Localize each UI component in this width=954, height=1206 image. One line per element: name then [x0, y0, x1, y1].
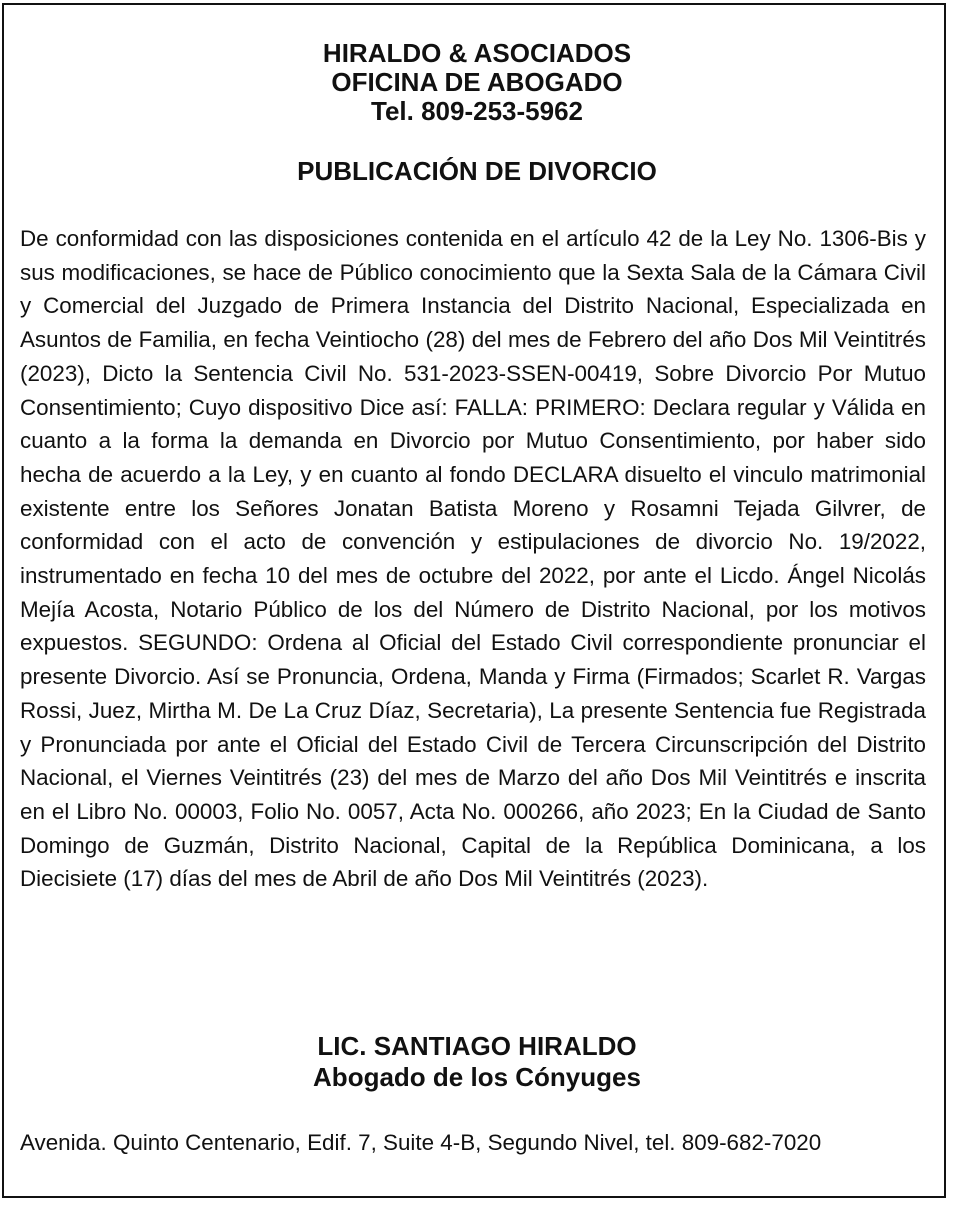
notice-body: De conformidad con las disposiciones contenida en el artículo 42 de la Ley No. 1306-Bis y sus modificaciones, se hace de Público conocimiento que la Sexta Sala de la Cámara Civil y Comercial del Juzgado de Primera Instancia del Distrito Nacional, Especializada en Asuntos de Familia, en fecha Veintiocho (28) del mes de Febrero del año Dos Mil Veintitrés (2023), Dicto la Sentencia Civil No. 531-2023-SSEN-00419, Sobre Divorcio Por Mutuo Consentimiento; Cuyo dispositivo Dice así: FALLA: PRIMERO: Declara regular y Válida en cuanto a la forma la demanda en Divorcio por Mutuo Consentimiento, por haber sido hecha de acuerdo a la Ley, y en cuanto al fondo DECLARA disuelto el vinculo matrimonial existente entre los Señores Jonatan Batista Moreno y Rosamni Tejada Gilvrer, de conformidad con el acto de convención y estipulaciones de divorcio No. 19/2022, instrumentado en fecha 10 del mes de octubre del 2022, por ante el Licdo. Ángel Nicolás Mejía Acosta, Notario Público de los del Número de Distrito Nacional, por los motivos expuestos. SEGUNDO: Ordena al Oficial del Estado Civil correspondiente pronunciar el presente Divorcio. Así se Pronuncia, Ordena, Manda y Firma (Firmados; Scarlet R. Vargas Rossi, Juez, Mirtha M. De La Cruz Díaz, Secretaria), La presente Sentencia fue Registrada y Pronunciada por ante el Oficial del Estado Civil de Tercera Circunscripción del Distrito Nacional, el Viernes Veintitrés (23) del mes de Marzo del año Dos Mil Veintitrés e inscrita en el Libro No. 00003, Folio No. 0057, Acta No. 000266, año 2023; En la Ciudad de Santo Domingo de Guzmán, Distrito Nacional, Capital de la República Dominicana, a los Diecisiete (17) días del mes de Abril de año Dos Mil Veintitrés (2023). [20, 226, 926, 892]
firm-name: HIRALDO & ASOCIADOS [322, 38, 632, 68]
signer-role: Abogado de los Cónyuges [313, 1062, 641, 1092]
notice-title: PUBLICACIÓN DE DIVORCIO [297, 156, 657, 186]
office-label: OFICINA DE ABOGADO [331, 67, 623, 97]
firm-phone: Tel. 809-253-5962 [371, 96, 583, 126]
signature-block [0, 1031, 954, 1093]
signer-name: LIC. SANTIAGO HIRALDO [317, 1031, 637, 1061]
office-address: Avenida. Quinto Centenario, Edif. 7, Suite 4-B, Segundo Nivel, tel. 809-682-7020 [20, 1130, 822, 1155]
firm-header [0, 39, 954, 126]
